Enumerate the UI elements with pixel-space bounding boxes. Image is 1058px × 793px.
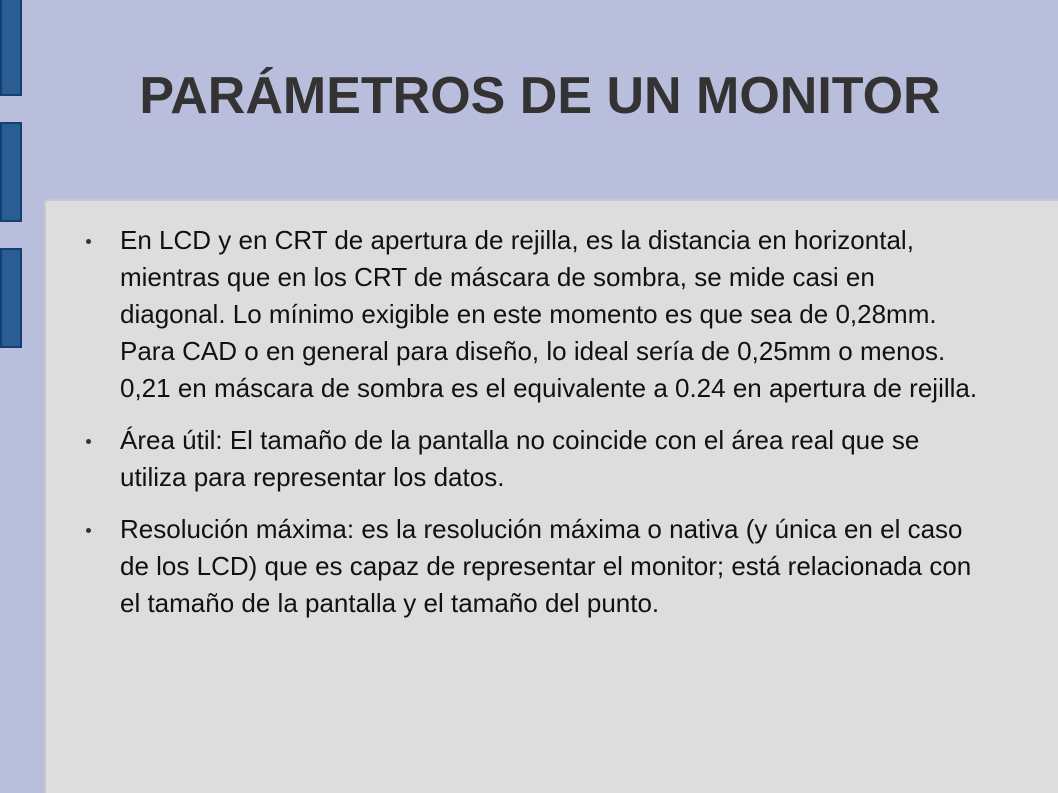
- slide-title: PARÁMETROS DE UN MONITOR: [139, 67, 941, 125]
- bullet-item: [78, 511, 983, 622]
- decorative-bar-bottom: [0, 248, 22, 348]
- bullet-list: [78, 222, 983, 637]
- bullet-text: Resolución máxima: es la resolución máxima o nativa (y única en el caso de los LCD) que es capaz de representar el monitor; está relacionada con el tamaño de la pantalla y el tamaño del punto.: [120, 514, 972, 618]
- bullet-text: Área útil: El tamaño de la pantalla no coincide con el área real que se utiliza para representar los datos.: [120, 425, 920, 492]
- bullet-dot-icon: [86, 528, 91, 533]
- decorative-bar-top: [0, 0, 22, 96]
- decorative-bar-middle: [0, 122, 22, 222]
- bullet-dot-icon: [86, 439, 91, 444]
- bullet-text: En LCD y en CRT de apertura de rejilla, es la distancia en horizontal, mientras que en los CRT de máscara de sombra, se mide casi en diagonal. Lo mínimo exigible en este momento es que sea de 0,28mm. Para CAD o en general para diseño, lo ideal sería de 0,25mm o menos. 0,21 en máscara de sombra es el equivalente a 0.24 en apertura de rejilla.: [120, 225, 978, 403]
- bullet-dot-icon: [86, 239, 91, 244]
- bullet-item: [78, 422, 983, 496]
- bullet-item: [78, 222, 983, 407]
